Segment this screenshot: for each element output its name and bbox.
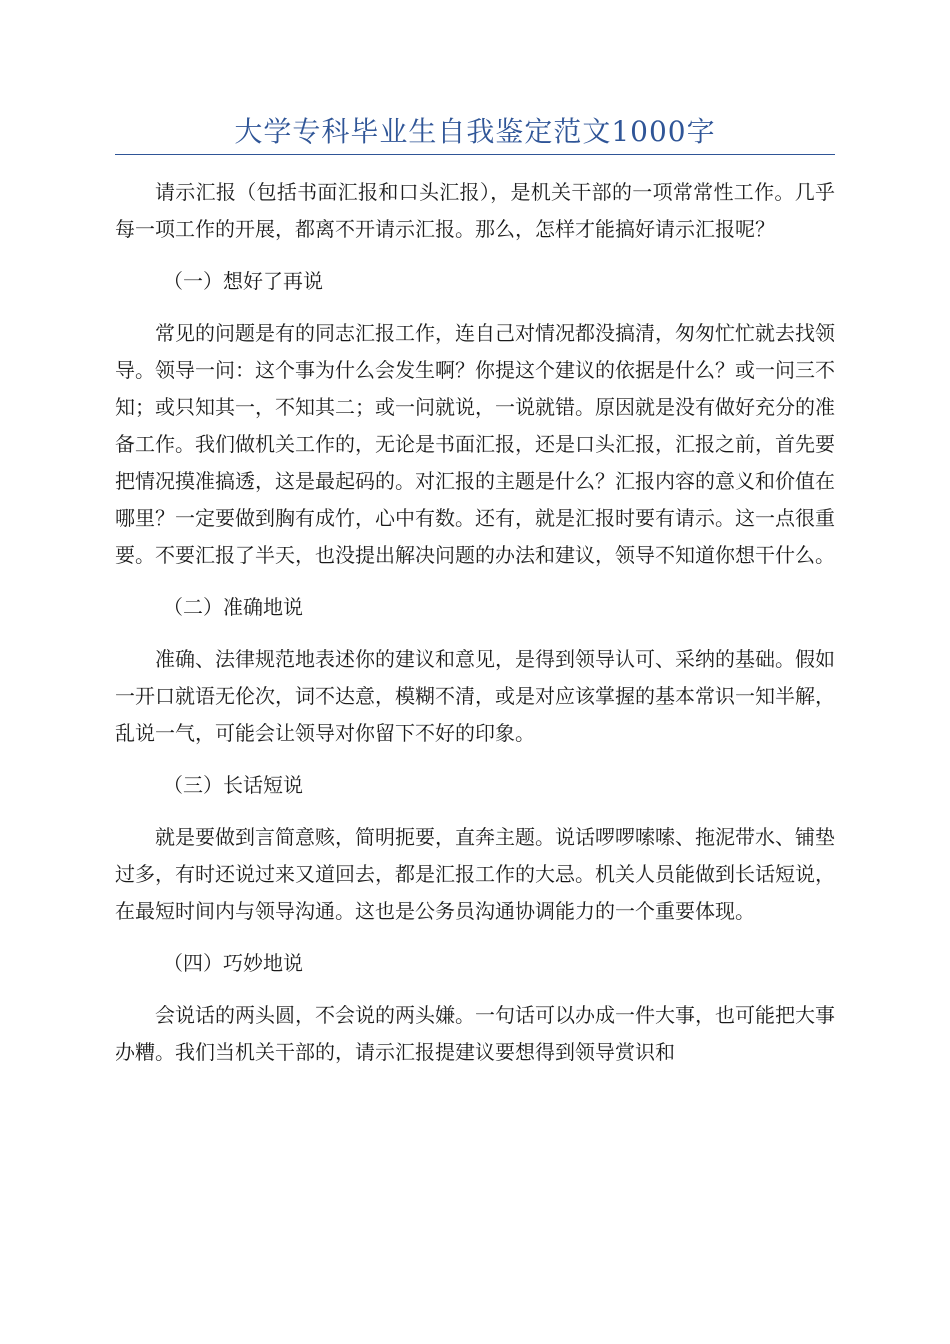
section-heading-4: （四）巧妙地说 xyxy=(163,951,303,975)
paragraph-section-2: 准确、法律规范地表述你的建议和意见，是得到领导认可、采纳的基础。假如一开口就语无伦次，词不达意，模糊不清，或是对应该掌握的基本常识一知半解，乱说一气，可能会让领导对你留下不好的印象。 xyxy=(115,647,835,745)
section-heading-1: （一）想好了再说 xyxy=(163,269,323,293)
title-underline xyxy=(115,154,835,155)
section-heading-3: （三）长话短说 xyxy=(163,773,303,797)
section-heading-2: （二）准确地说 xyxy=(163,595,303,619)
document-body xyxy=(115,174,835,1086)
document-title: 大学专科毕业生自我鉴定范文1000字 xyxy=(234,115,716,148)
paragraph-section-1: 常见的问题是有的同志汇报工作，连自己对情况都没搞清，匆匆忙忙就去找领导。领导一问：这个事为什么会发生啊？你提这个建议的依据是什么？或一问三不知；或只知其一，不知其二；或一问就说，一说就错。原因就是没有做好充分的准备工作。我们做机关工作的，无论是书面汇报，还是口头汇报，汇报之前，首先要把情况摸准搞透，这是最起码的。对汇报的主题是什么？汇报内容的意义和价值在哪里？一定要做到胸有成竹，心中有数。还有，就是汇报时要有请示。这一点很重要。不要汇报了半天，也没提出解决问题的办法和建议，领导不知道你想干什么。 xyxy=(115,321,835,567)
paragraph-section-4: 会说话的两头圆，不会说的两头嫌。一句话可以办成一件大事，也可能把大事办糟。我们当机关干部的，请示汇报提建议要想得到领导赏识和 xyxy=(115,1003,835,1064)
paragraph-intro: 请示汇报（包括书面汇报和口头汇报），是机关干部的一项常常性工作。几乎每一项工作的开展，都离不开请示汇报。那么，怎样才能搞好请示汇报呢？ xyxy=(115,180,835,241)
paragraph-section-3: 就是要做到言简意赅，简明扼要，直奔主题。说话啰啰嗦嗦、拖泥带水、铺垫过多，有时还说过来又道回去，都是汇报工作的大忌。机关人员能做到长话短说，在最短时间内与领导沟通。这也是公务员沟通协调能力的一个重要体现。 xyxy=(115,825,835,923)
